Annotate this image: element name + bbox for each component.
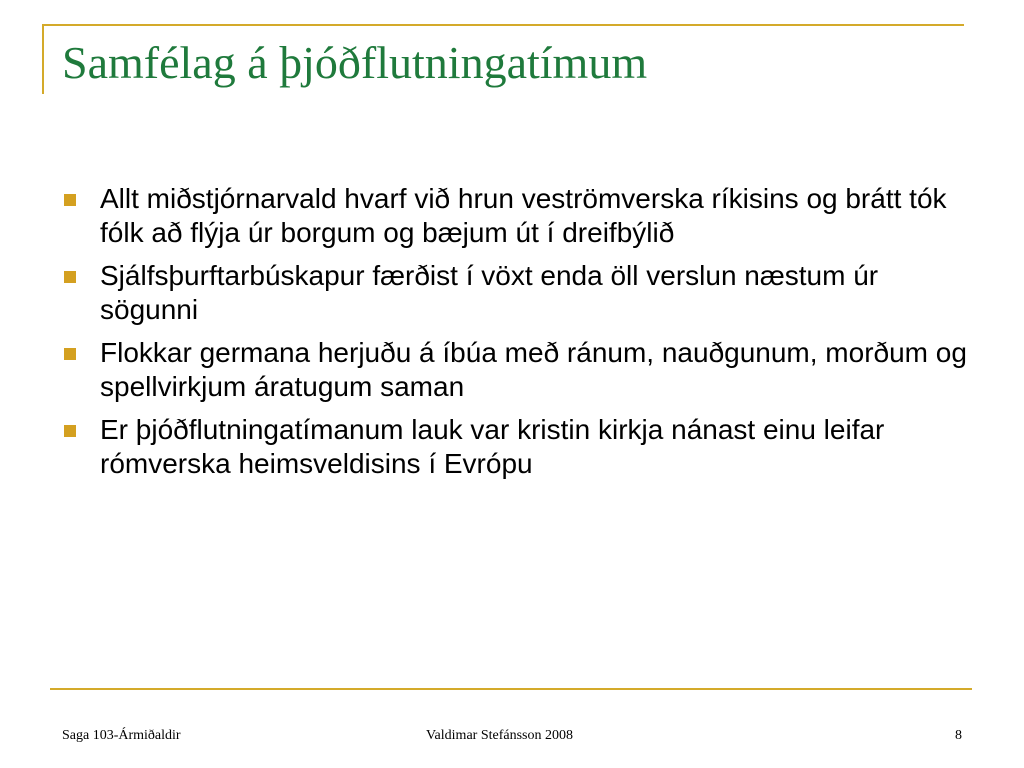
square-bullet-icon: [64, 271, 76, 283]
bullet-item: [62, 182, 972, 250]
square-bullet-icon: [64, 425, 76, 437]
square-bullet-icon: [64, 194, 76, 206]
bullet-item: [62, 259, 972, 327]
bullet-text: Flokkar germana herjuðu á íbúa með ránum, nauðgunum, morðum og spellvirkjum áratugum saman: [100, 337, 967, 402]
footer-course: Saga 103-Ármiðaldir: [62, 728, 181, 743]
page-number: 8: [955, 728, 962, 743]
bullet-text: Sjálfsþurftarbúskapur færðist í vöxt enda öll verslun næstum úr sögunni: [100, 260, 879, 325]
bullet-text: Allt miðstjórnarvald hvarf við hrun veströmverska ríkisins og brátt tók fólk að flýja úr borgum og bæjum út í dreifbýlið: [100, 183, 947, 248]
footer-rule: [50, 688, 972, 690]
square-bullet-icon: [64, 348, 76, 360]
frame-top-rule: [42, 24, 964, 26]
bullet-list: [62, 182, 972, 490]
footer-author: Valdimar Stefánsson 2008: [426, 728, 573, 743]
bullet-item: [62, 413, 972, 481]
bullet-item: [62, 336, 972, 404]
slide-title: Samfélag á þjóðflutningatímum: [62, 37, 648, 88]
frame-left-rule: [42, 24, 44, 94]
bullet-text: Er þjóðflutningatímanum lauk var kristin kirkja nánast einu leifar rómverska heimsveldisins í Evrópu: [100, 414, 885, 479]
